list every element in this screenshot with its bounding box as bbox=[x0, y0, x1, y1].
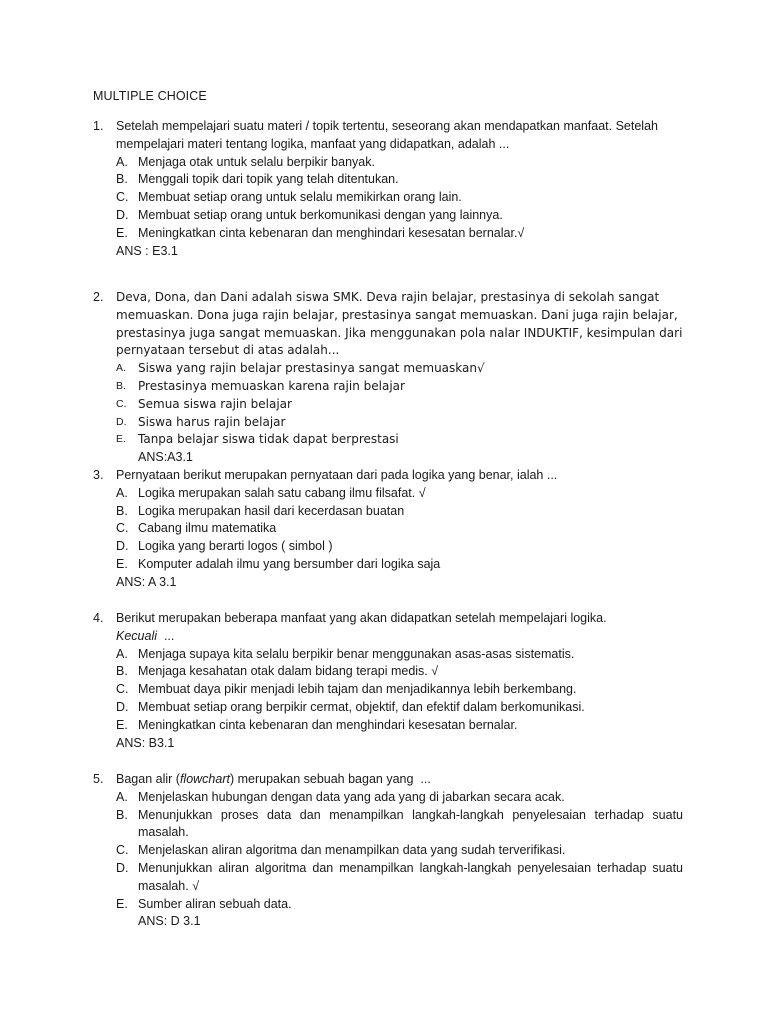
option-letter: A. bbox=[116, 485, 128, 500]
option-a bbox=[116, 646, 683, 664]
option-letter: E. bbox=[116, 556, 128, 571]
option-d bbox=[116, 699, 683, 717]
question-number: 4. bbox=[93, 611, 104, 625]
option-letter: D. bbox=[116, 860, 129, 875]
option-letter: C. bbox=[116, 521, 129, 536]
question-text-post: ) merupakan sebuah bagan yang ... bbox=[229, 772, 431, 786]
option-letter: A. bbox=[116, 646, 128, 661]
option-text: Membuat setiap orang untuk berkomunikasi dengan yang lainnya. bbox=[138, 207, 503, 222]
option-text: Menjelaskan aliran algoritma dan menampilkan data yang sudah terverifikasi. bbox=[138, 843, 566, 858]
option-text: Sumber aliran sebuah data. bbox=[138, 896, 292, 911]
option-text: Siswa yang rajin belajar prestasinya sangat memuaskan√ bbox=[138, 361, 485, 376]
question-3 bbox=[93, 467, 683, 592]
question-text bbox=[116, 771, 683, 789]
question-text bbox=[116, 610, 683, 646]
question-5 bbox=[93, 771, 683, 931]
option-letter: B. bbox=[116, 379, 126, 392]
option-letter: B. bbox=[116, 664, 128, 679]
option-e bbox=[116, 431, 683, 449]
question-text-tail: ... bbox=[157, 628, 175, 643]
option-text: Membuat daya pikir menjadi lebih tajam dan menjadikannya lebih berkembang. bbox=[138, 682, 577, 697]
option-text: Semua siswa rajin belajar bbox=[138, 396, 292, 411]
option-letter: C. bbox=[116, 190, 129, 205]
option-e bbox=[116, 556, 683, 574]
question-text: Deva, Dona, dan Dani adalah siswa SMK. Deva rajin belajar, prestasinya di sekolah sangat memuaskan. Dona juga rajin belajar, prestasinya sangat memuaskan. Dani juga rajin belajar, prestasinya juga sangat memuaskan. Jika menggunakan pola nalar INDUKTIF, kesimpulan dari pernyataan tersebut di atas adalah... bbox=[116, 290, 683, 358]
question-2 bbox=[93, 289, 683, 467]
option-e bbox=[116, 896, 683, 914]
option-letter: C. bbox=[116, 682, 129, 697]
option-text: Logika yang berarti logos ( simbol ) bbox=[138, 539, 333, 554]
option-letter: B. bbox=[116, 503, 128, 518]
option-text: Menjaga kesahatan otak dalam bidang terapi medis. √ bbox=[138, 664, 439, 679]
options-list bbox=[116, 646, 683, 753]
answer-key: ANS: D 3.1 bbox=[138, 914, 201, 929]
option-text: Cabang ilmu matematika bbox=[138, 521, 277, 536]
question-text-italic: Kecuali bbox=[116, 628, 157, 643]
question-text: Pernyataan berikut merupakan pernyataan dari pada logika yang benar, ialah ... bbox=[116, 468, 558, 482]
option-text: Menggali topik dari topik yang telah ditentukan. bbox=[138, 172, 399, 187]
option-text: Logika merupakan hasil dari kecerdasan buatan bbox=[138, 503, 405, 518]
option-text: Meningkatkan cinta kebenaran dan menghindari kesesatan bernalar. bbox=[138, 717, 518, 732]
question-stem bbox=[93, 118, 683, 154]
question-number: 1. bbox=[93, 119, 104, 133]
option-d bbox=[116, 860, 683, 896]
question-number: 3. bbox=[93, 468, 104, 482]
option-text: Menjaga otak untuk selalu berpikir banyak. bbox=[138, 154, 375, 169]
option-letter: C. bbox=[116, 397, 127, 410]
answer-key: ANS:A3.1 bbox=[138, 450, 193, 465]
option-letter: B. bbox=[116, 172, 128, 187]
option-text: Membuat setiap orang berpikir cermat, objektif, dan efektif dalam berkomunikasi. bbox=[138, 699, 585, 714]
option-b bbox=[116, 503, 683, 521]
option-text: Tanpa belajar siswa tidak dapat berprestasi bbox=[138, 432, 399, 447]
option-letter: C. bbox=[116, 843, 129, 858]
option-a bbox=[116, 360, 683, 378]
option-c bbox=[116, 189, 683, 207]
option-letter: D. bbox=[116, 699, 129, 714]
question-stem bbox=[93, 771, 683, 789]
option-text: Menjaga supaya kita selalu berpikir benar menggunakan asas-asas sistematis. bbox=[138, 646, 575, 661]
question-text-main: Berikut merupakan beberapa manfaat yang akan didapatkan setelah mempelajari logika. bbox=[116, 611, 607, 625]
option-letter: E. bbox=[116, 717, 128, 732]
option-letter: E. bbox=[116, 433, 126, 446]
question-text-pre: Bagan alir ( bbox=[116, 772, 180, 786]
option-letter: D. bbox=[116, 415, 127, 428]
options-list bbox=[116, 154, 683, 261]
option-letter: B. bbox=[116, 807, 128, 822]
option-d bbox=[116, 538, 683, 556]
option-a bbox=[116, 154, 683, 172]
option-c bbox=[116, 842, 683, 860]
answer-key: ANS: A 3.1 bbox=[116, 574, 177, 589]
option-letter: A. bbox=[116, 789, 128, 804]
question-stem bbox=[93, 467, 683, 485]
option-text: Siswa harus rajin belajar bbox=[138, 414, 286, 429]
option-c bbox=[116, 520, 683, 538]
option-b bbox=[116, 378, 683, 396]
option-letter: D. bbox=[116, 207, 129, 222]
question-text-italic: flowchart bbox=[179, 772, 230, 786]
option-b bbox=[116, 171, 683, 189]
option-b bbox=[116, 807, 683, 843]
option-d bbox=[116, 414, 683, 432]
options-list bbox=[116, 360, 683, 467]
option-text: Logika merupakan salah satu cabang ilmu filsafat. √ bbox=[138, 485, 426, 500]
option-text: Menjelaskan hubungan dengan data yang ada yang di jabarkan secara acak. bbox=[138, 789, 565, 804]
question-text: Setelah mempelajari suatu materi / topik tertentu, seseorang akan mendapatkan manfaat. Setelah mempelajari materi tentang logika, manfaat yang didapatkan, adalah ... bbox=[116, 119, 658, 151]
question-number: 5. bbox=[93, 772, 104, 786]
option-a bbox=[116, 485, 683, 503]
option-e bbox=[116, 225, 683, 243]
option-text: Komputer adalah ilmu yang bersumber dari logika saja bbox=[138, 556, 441, 571]
question-stem bbox=[93, 289, 683, 360]
question-4 bbox=[93, 610, 683, 752]
answer-key: ANS: B3.1 bbox=[116, 735, 175, 750]
page-title: MULTIPLE CHOICE bbox=[93, 89, 207, 103]
option-d bbox=[116, 207, 683, 225]
option-letter: D. bbox=[116, 539, 129, 554]
option-letter: E. bbox=[116, 896, 128, 911]
options-list bbox=[116, 789, 683, 931]
question-stem bbox=[93, 610, 683, 646]
option-letter: A. bbox=[116, 362, 126, 375]
option-text: Menunjukkan proses data dan menampilkan langkah-langkah penyelesaian terhadap suatu masalah. bbox=[138, 807, 683, 840]
question-number: 2. bbox=[93, 290, 104, 304]
option-c bbox=[116, 681, 683, 699]
question-1 bbox=[93, 118, 683, 260]
option-text: Meningkatkan cinta kebenaran dan menghindari kesesatan bernalar.√ bbox=[138, 225, 525, 240]
option-c bbox=[116, 396, 683, 414]
option-letter: E. bbox=[116, 225, 128, 240]
options-list bbox=[116, 485, 683, 574]
option-text: Menunjukkan aliran algoritma dan menampilkan langkah-langkah penyelesaian terhadap suatu masalah. √ bbox=[138, 860, 683, 893]
answer-key: ANS : E3.1 bbox=[116, 243, 178, 258]
option-e bbox=[116, 717, 683, 735]
option-b bbox=[116, 663, 683, 681]
option-text: Membuat setiap orang untuk selalu memikirkan orang lain. bbox=[138, 190, 462, 205]
option-letter: A. bbox=[116, 154, 128, 169]
option-text: Prestasinya memuaskan karena rajin belajar bbox=[138, 378, 405, 393]
option-a bbox=[116, 789, 683, 807]
